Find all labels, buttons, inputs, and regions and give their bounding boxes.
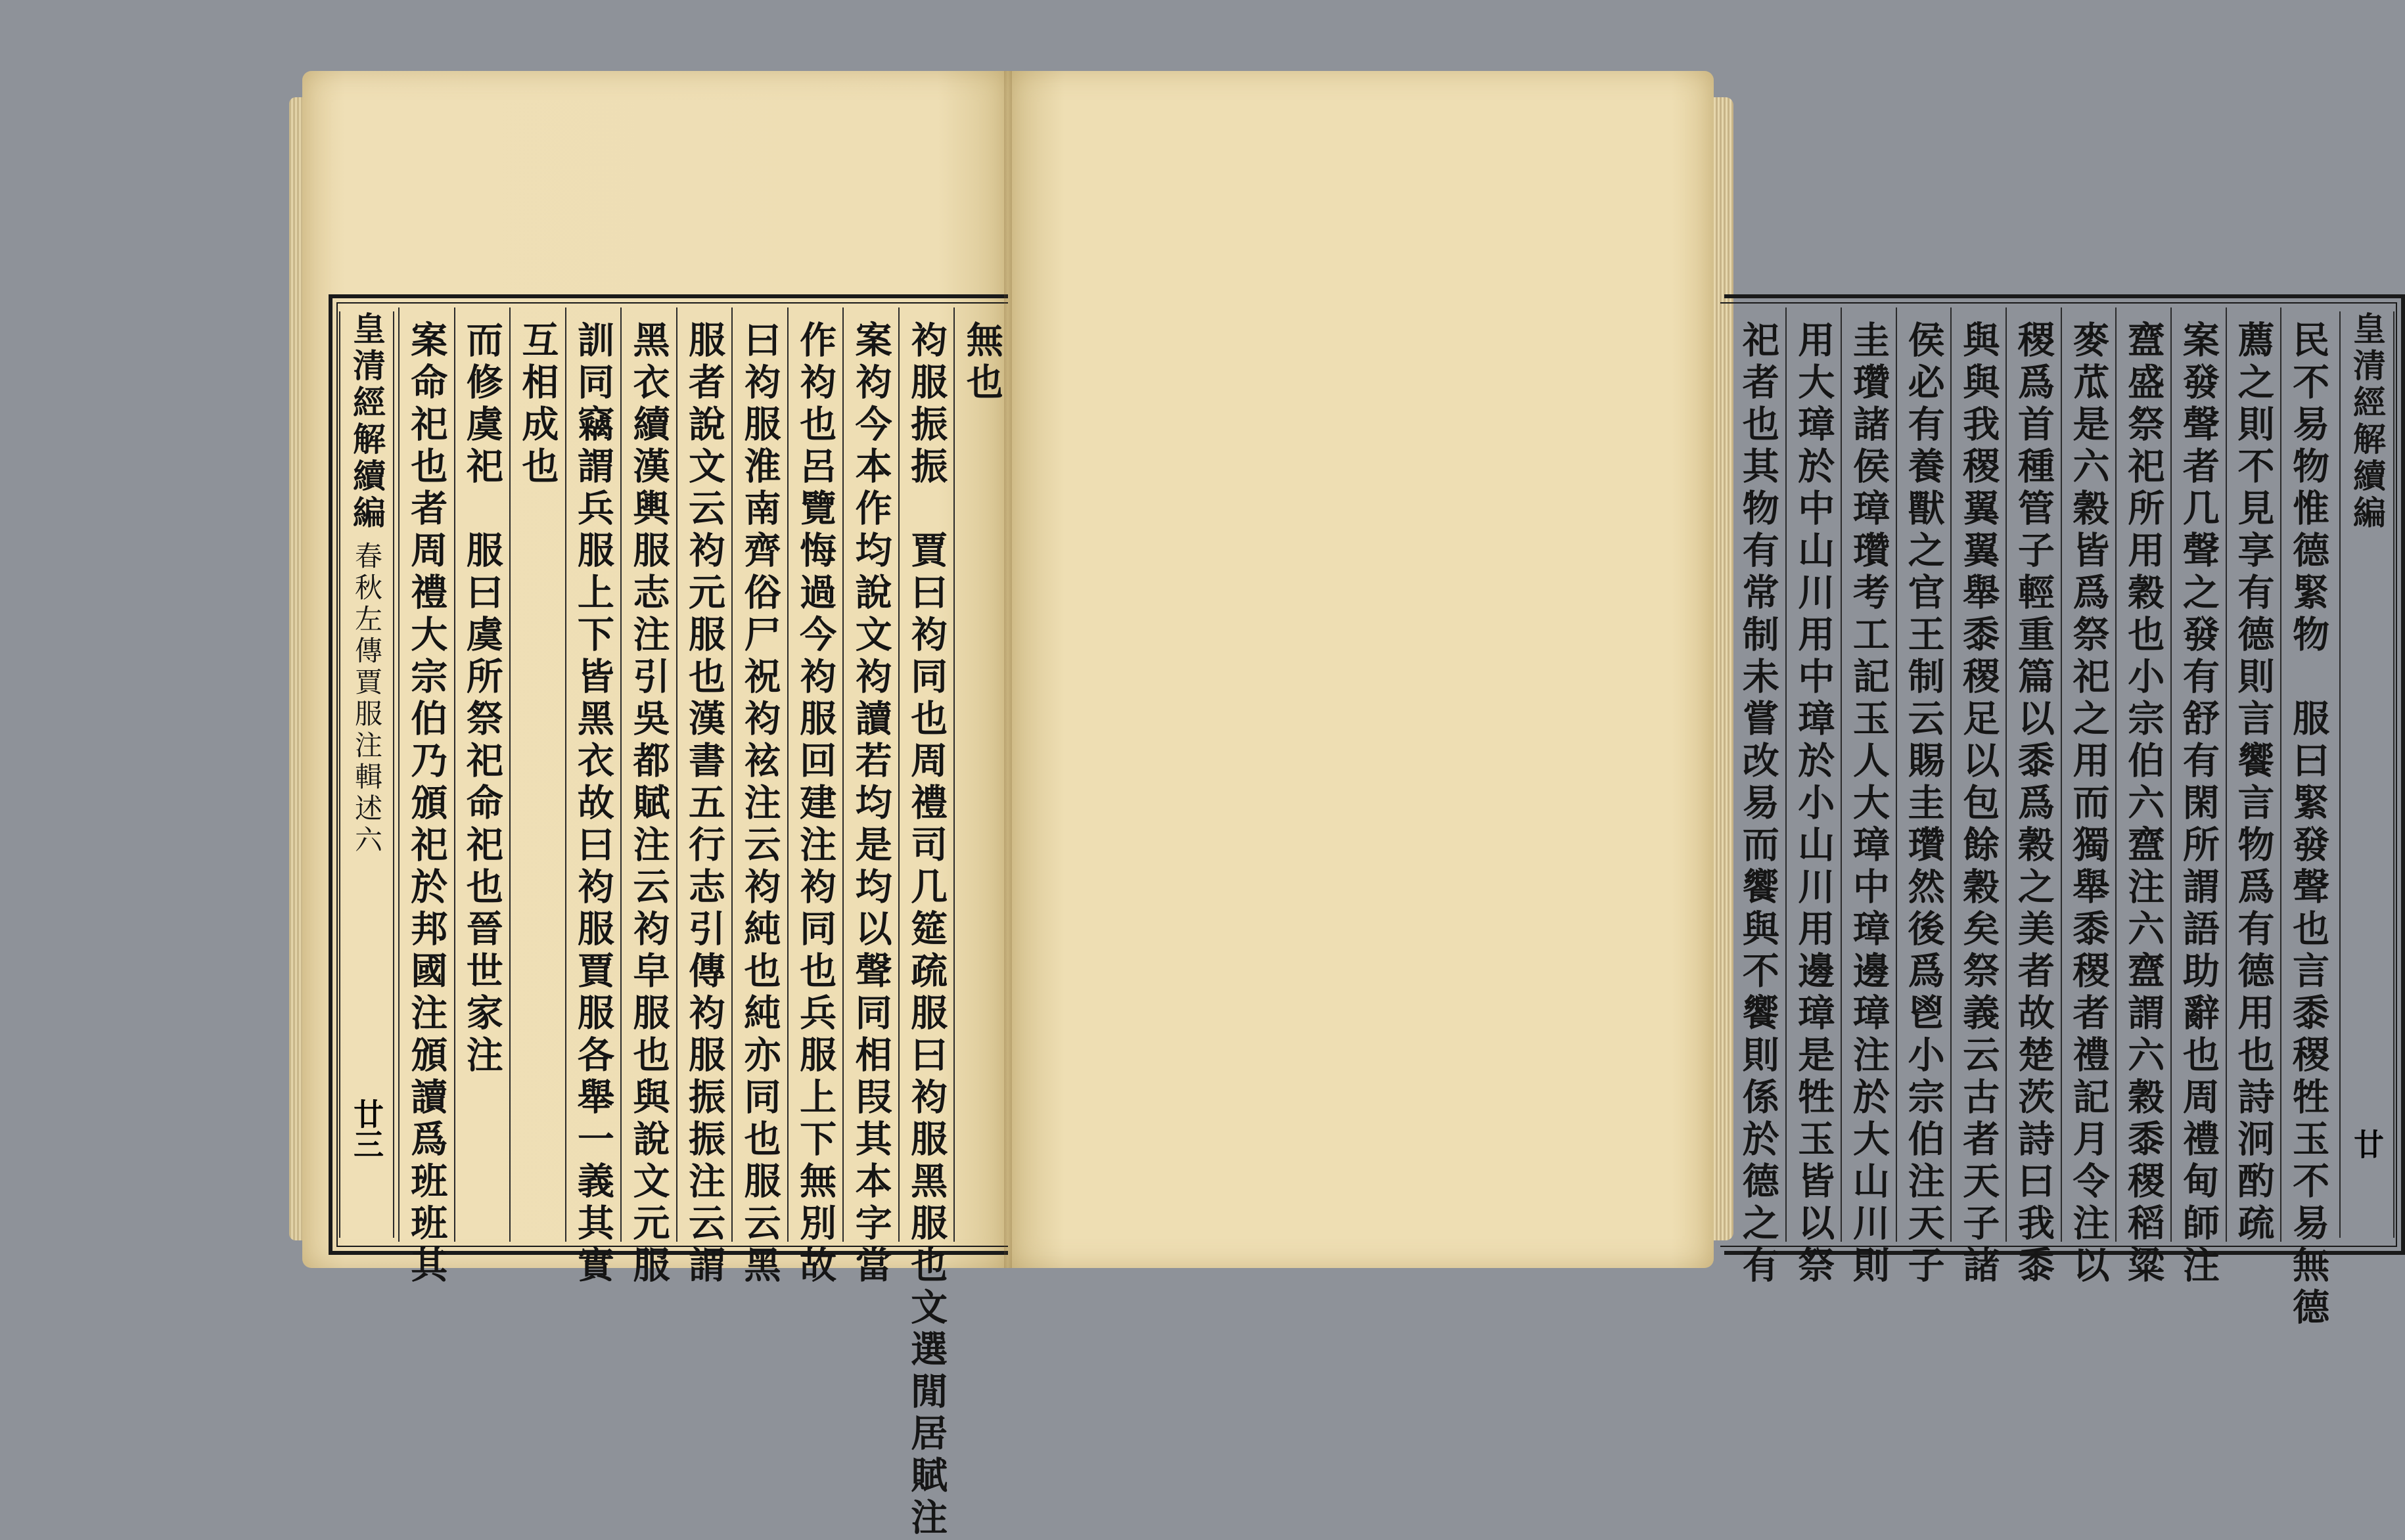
text-column [454, 307, 510, 1242]
column-text: 互相成也 [516, 321, 560, 489]
text-column [1785, 307, 1841, 1288]
text-column [953, 307, 1009, 1242]
column-text: 民不易物惟德緊物 服曰緊發聲也言黍稷牲玉不易無德 [2287, 321, 2331, 1330]
right-page-frame [1724, 294, 2405, 1330]
right-page [1008, 71, 2387, 1330]
left-text-columns [398, 307, 1009, 1540]
right-page-margin [2339, 311, 2394, 1238]
column-text: 稷爲首種管子輕重篇以黍爲穀之美者故楚茨詩曰我黍 [2011, 321, 2055, 1288]
left-page-margin [339, 311, 394, 1238]
text-column [398, 307, 454, 1288]
text-column [2115, 307, 2170, 1288]
text-column [2170, 307, 2226, 1288]
text-column [787, 307, 843, 1288]
column-text: 侯必有養獸之官王制云賜圭瓚然後爲鬯小宗伯注天子 [1902, 321, 1946, 1288]
text-column [731, 307, 787, 1288]
column-text: 作袀也呂覽悔過今袀服回建注袀同也兵服上下無別故 [794, 321, 838, 1288]
column-text: 祀者也其物有常制未嘗改易而饗與不饗則係於德之有 [1736, 321, 1780, 1288]
left-margin-title: 皇清經解續編 [348, 311, 386, 532]
text-column [2226, 307, 2281, 1246]
text-column [898, 307, 954, 1540]
text-column [509, 307, 565, 1242]
text-column [1896, 307, 1951, 1288]
text-column [676, 307, 732, 1288]
text-column [2280, 307, 2335, 1330]
text-column [565, 307, 621, 1288]
text-column [620, 307, 676, 1288]
right-page-number: 廿 [2349, 1129, 2385, 1159]
left-page-number: 廿三 [349, 1098, 384, 1159]
text-column [1841, 307, 1896, 1288]
column-text: 案命祀也者周禮大宗伯乃頒祀於邦國注頒讀爲班班其 [405, 321, 449, 1288]
column-text: 案袀今本作均說文袀讀若均是均以聲同相叚其本字當 [849, 321, 893, 1288]
left-page [302, 71, 1008, 1540]
right-margin-title: 皇清經解續編 [2348, 311, 2387, 532]
column-text: 訓同竊謂兵服上下皆黑衣故曰袀服賈服各舉一義其實 [571, 321, 615, 1288]
column-text: 曰袀服淮南齊俗尸祝袀袨注云袀純也純亦同也服云黑 [738, 321, 782, 1288]
column-text: 與與我稷翼翼舉黍稷足以包餘穀矣祭義云古者天子諸 [1957, 321, 2001, 1288]
column-text: 無也 [960, 321, 1004, 405]
column-text: 黑衣續漢輿服志注引吳都賦注云袀皁服也與說文元服 [627, 321, 671, 1288]
column-text: 用大璋於中山川用中璋於小山川用邊璋是牲玉皆以祭 [1792, 321, 1836, 1288]
text-column [1950, 307, 2005, 1288]
text-column [2061, 307, 2116, 1288]
book-gutter [1004, 71, 1012, 1268]
text-column [2005, 307, 2061, 1288]
left-page-frame [329, 294, 1016, 1540]
column-text: 而修虞祀 服曰虞所祭祀命祀也晉世家注 [460, 321, 504, 1077]
column-text: 齍盛祭祀所用穀也小宗伯六齍注六齍謂六穀黍稷稻粱 [2122, 321, 2166, 1288]
right-text-columns [1731, 307, 2335, 1330]
column-text: 圭瓚諸侯璋瓚考工記玉人大璋中璋邊璋注於大山川則 [1846, 321, 1890, 1288]
text-column [842, 307, 898, 1288]
column-text: 薦之則不見享有德則言饗言物爲有德用也詩泂酌疏 [2232, 321, 2276, 1246]
open-book [296, 71, 2387, 1540]
left-margin-subtitle: 春秋左傳賈服注輯述六 [351, 541, 383, 857]
column-text: 服者說文云袀元服也漢書五行志引傳袀服振振注云謂 [682, 321, 726, 1288]
text-column [1731, 307, 1785, 1288]
column-text: 袀服振振 賈曰袀同也周禮司几筵疏服曰袀服黑服也文選閒居賦注 [905, 321, 949, 1540]
column-text: 案發聲者几聲之發有舒有閑所謂語助辭也周禮甸師注 [2176, 321, 2220, 1288]
column-text: 麥苽是六穀皆爲祭祀之用而獨舉黍稷者禮記月令注以 [2067, 321, 2111, 1288]
